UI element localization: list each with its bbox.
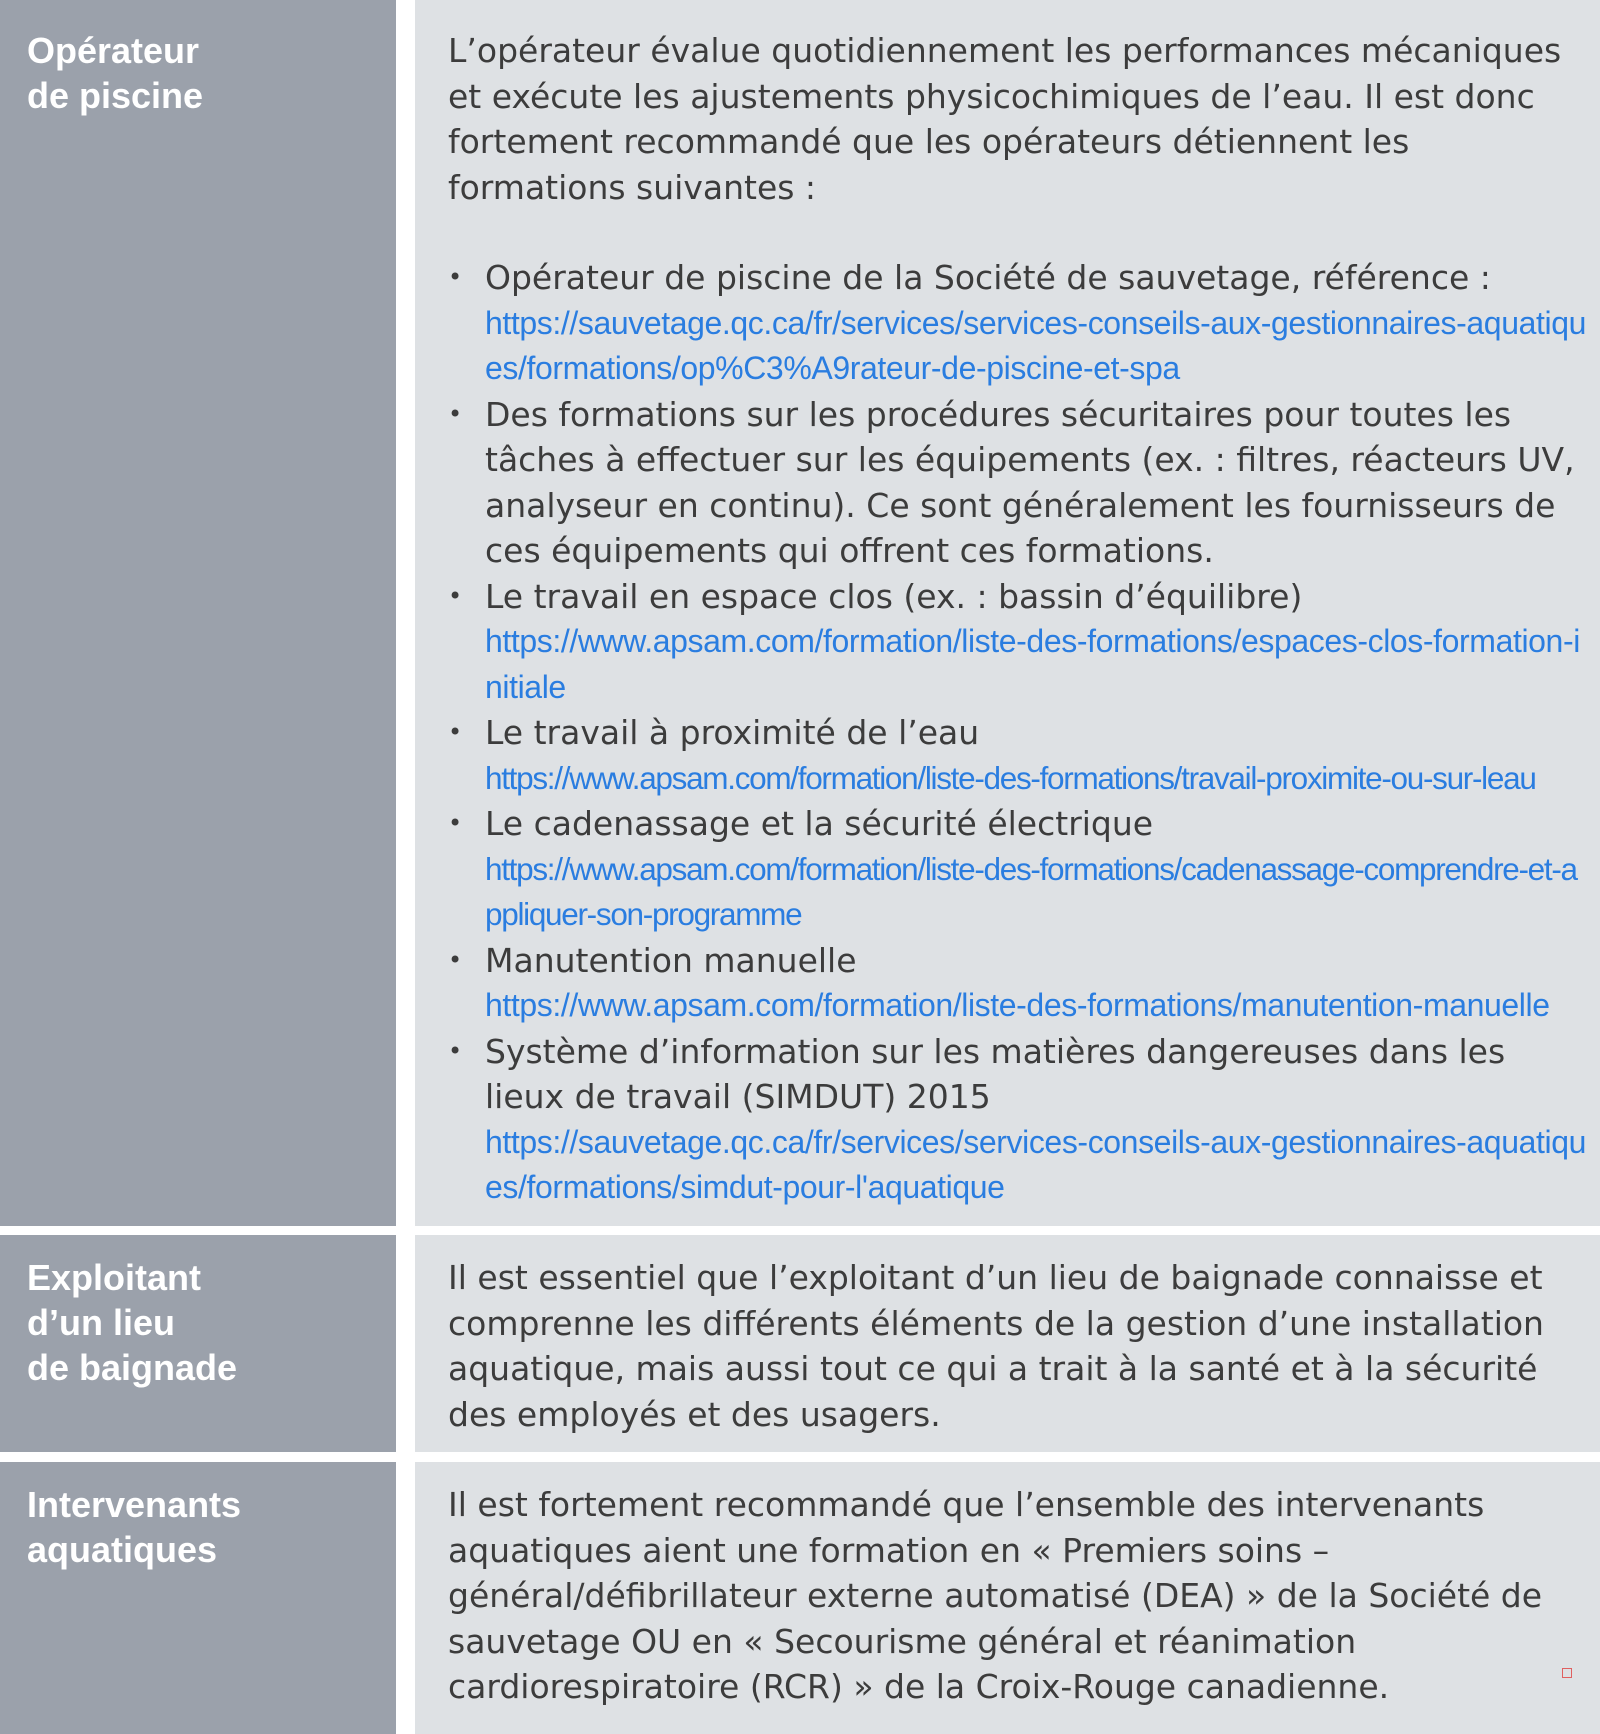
role-description [448,28,1588,1211]
role-label: Opérateur de piscine [27,30,204,116]
training-link[interactable]: https://www.apsam.com/formation/liste-des-formations/travail-proximite-ou-sur-leau [485,759,1536,796]
bullet-icon: • [448,263,463,291]
role-label-cell [0,1462,396,1734]
list-item-text: Le travail à proximité de l’eau [485,713,980,752]
bullet-icon: • [448,809,463,837]
list-item [448,392,1588,574]
role-description [448,1482,1588,1710]
list-item [448,938,1588,1029]
list-item-text: Le cadenassage et la sécurité électrique [485,804,1154,843]
role-description-cell [415,1235,1600,1452]
training-list [448,255,1588,1211]
list-item [448,710,1588,801]
description-text: Il est fortement recommandé que l’ensemble des intervenants aquatiques aient une formation en « Premiers soins – général/défibrillateur externe automatisé (DEA) » de la Société de sauvetage OU en « Secourisme général et réanimation cardiorespiratoire (RCR) » de la Croix-Rouge canadienne. [448,1485,1543,1706]
role-description-cell [415,1462,1600,1734]
list-item [448,255,1588,392]
description-text: Il est essentiel que l’exploitant d’un lieu de baignade connaisse et comprenne les différents éléments de la gestion d’une installation aquatique, mais aussi tout ce qui a trait à la santé et à la sécurité des employés et des usagers. [448,1258,1544,1434]
list-item-text: Des formations sur les procédures sécuritaires pour toutes les tâches à effectuer sur les équipements (ex. : filtres, réacteurs UV, analyseur en continu). Ce sont généralement les fournisseurs de ces équipements qui offrent ces formations. [485,394,1575,570]
role-description-cell [415,0,1600,1226]
row-exploitant [0,1235,1600,1452]
expand-marker-icon [1562,1668,1572,1678]
bullet-icon: • [448,1036,463,1065]
row-intervenants [0,1462,1600,1734]
role-label-cell [0,1235,396,1452]
training-link[interactable]: https://sauvetage.qc.ca/fr/services/services-conseils-aux-gestionnaires-aquatiques/formations/simdut-pour-l'aquatique [485,1123,1586,1205]
bullet-icon: • [448,399,463,428]
role-description [448,1255,1588,1437]
list-item [448,574,1588,711]
list-item [448,801,1588,938]
list-item-text: Système d’information sur les matières dangereuses dans les lieux de travail (SIMDUT) 2015 [485,1031,1506,1116]
training-link[interactable]: https://www.apsam.com/formation/liste-des-formations/espaces-clos-formation-initiale [485,623,1580,705]
bullet-icon: • [448,945,463,974]
list-item [448,1029,1588,1211]
description-intro: L’opérateur évalue quotidiennement les performances mécaniques et exécute les ajustements physicochimiques de l’eau. Il est donc fortement recommandé que les opérateurs détiennent les formations suivantes : [448,31,1562,207]
bullet-icon: • [448,718,463,746]
list-item-text: Opérateur de piscine de la Société de sauvetage, référence : [485,258,1491,297]
training-link[interactable]: https://www.apsam.com/formation/liste-des-formations/manutention-manuelle [485,987,1550,1023]
list-item-text: Le travail en espace clos (ex. : bassin d’équilibre) [485,576,1303,616]
list-item-text: Manutention manuelle [485,940,857,980]
training-link[interactable]: https://sauvetage.qc.ca/fr/services/services-conseils-aux-gestionnaires-aquatiques/formations/op%C3%A9rateur-de-piscine-et-spa [485,304,1586,386]
role-label: Exploitant d’un lieu de baignade [27,1257,238,1388]
role-label: Intervenants aquatiques [27,1484,242,1570]
role-label-cell [0,0,396,1226]
bullet-icon: • [448,581,463,610]
training-link[interactable]: https://www.apsam.com/formation/liste-des-formations/cadenassage-comprendre-et-appliquer-son-programme [485,850,1577,932]
